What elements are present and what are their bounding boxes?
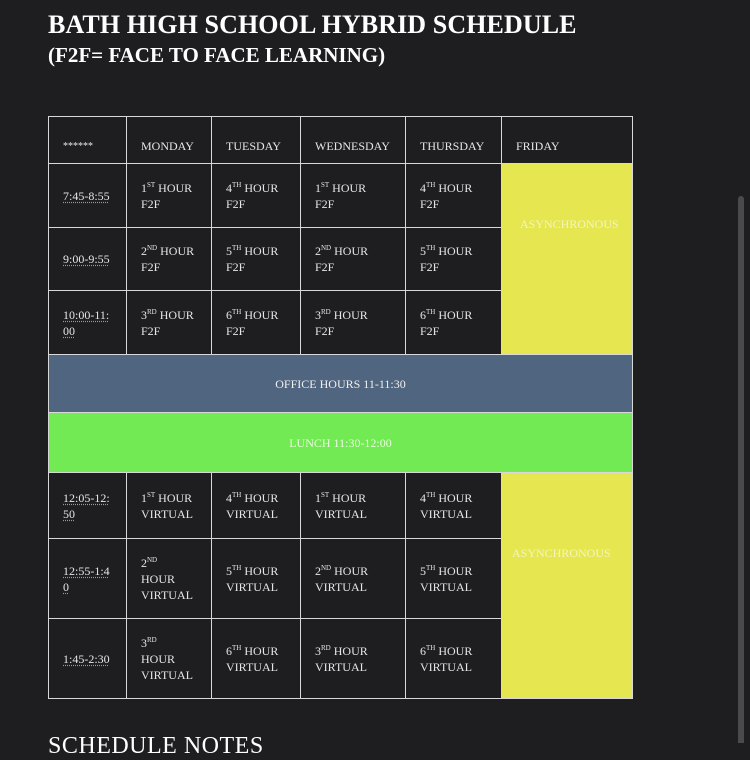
mode-label: F2F bbox=[226, 260, 246, 274]
time-cell bbox=[49, 619, 127, 699]
mode-label: F2F bbox=[420, 323, 440, 338]
class-cell bbox=[127, 228, 212, 291]
mode-label: F2F bbox=[141, 323, 161, 338]
mode-label: VIRTUAL bbox=[420, 659, 472, 674]
time-cell bbox=[49, 539, 127, 619]
header-cell-wednesday bbox=[301, 117, 406, 164]
hour-word: HOUR bbox=[331, 244, 369, 258]
page-title: BATH HIGH SCHOOL HYBRID SCHEDULE bbox=[48, 10, 577, 39]
office-hours-row bbox=[49, 355, 633, 413]
hour-suffix: ST bbox=[321, 490, 330, 499]
time-cell bbox=[49, 473, 127, 539]
class-cell bbox=[406, 228, 502, 291]
header-label: FRIDAY bbox=[516, 139, 560, 153]
hour-word: HOUR bbox=[241, 307, 279, 322]
class-cell bbox=[406, 473, 502, 539]
friday-async-morning-cell bbox=[502, 164, 633, 355]
lunch-cell bbox=[49, 413, 633, 473]
class-cell bbox=[301, 619, 406, 699]
header-cell-monday bbox=[127, 117, 212, 164]
hour-suffix: TH bbox=[426, 643, 436, 652]
hour-suffix: TH bbox=[232, 563, 242, 572]
async-label: ASYNCHRONOUS bbox=[520, 217, 619, 231]
hour-word: HOUR bbox=[156, 307, 194, 322]
hour-num: 5 bbox=[420, 563, 426, 578]
hour-suffix: ST bbox=[147, 180, 156, 189]
hour-suffix: ST bbox=[321, 180, 330, 189]
office-hours-cell bbox=[49, 355, 633, 413]
hour-suffix: TH bbox=[232, 490, 242, 499]
hour-word: HOUR bbox=[435, 180, 473, 195]
hour-suffix: TH bbox=[426, 244, 436, 252]
class-cell bbox=[301, 164, 406, 228]
class-cell bbox=[301, 473, 406, 539]
mode-label: F2F bbox=[226, 323, 246, 338]
hour-suffix: ND bbox=[147, 244, 158, 252]
class-cell bbox=[301, 228, 406, 291]
header-cell-friday bbox=[502, 117, 633, 164]
corner-label: ****** bbox=[63, 141, 93, 152]
hour-suffix: TH bbox=[426, 490, 436, 499]
class-cell bbox=[301, 291, 406, 355]
hour-num: 1 bbox=[141, 490, 147, 505]
hour-suffix: RD bbox=[147, 635, 157, 644]
hour-word: HOUR bbox=[329, 490, 367, 505]
hour-num: 3 bbox=[315, 643, 321, 658]
time-label: 9:00-9:55 bbox=[63, 252, 110, 266]
mode-label: VIRTUAL bbox=[141, 667, 193, 682]
hour-suffix: TH bbox=[426, 180, 436, 189]
mode-label: F2F bbox=[420, 260, 440, 274]
class-cell bbox=[127, 164, 212, 228]
hour-word: HOUR bbox=[330, 643, 368, 658]
time-label: 1:45-2:30 bbox=[63, 651, 110, 666]
page-subtitle: (F2F= FACE TO FACE LEARNING) bbox=[48, 43, 386, 67]
mode-label: F2F bbox=[315, 260, 335, 274]
mode-label: F2F bbox=[420, 196, 440, 211]
hour-num: 1 bbox=[315, 490, 321, 505]
header-label: WEDNESDAY bbox=[315, 139, 390, 153]
hour-suffix: ND bbox=[321, 244, 332, 252]
header-label: TUESDAY bbox=[226, 139, 281, 153]
time-cell bbox=[49, 228, 127, 291]
mode-label: F2F bbox=[315, 196, 335, 211]
hour-word: HOUR bbox=[241, 563, 279, 578]
class-cell bbox=[406, 291, 502, 355]
hour-word: HOUR bbox=[331, 563, 369, 578]
hour-word: HOUR bbox=[329, 180, 367, 195]
class-cell bbox=[406, 539, 502, 619]
time-label: 7:45-8:55 bbox=[63, 188, 110, 203]
vertical-scrollbar[interactable] bbox=[738, 196, 744, 743]
header-label: MONDAY bbox=[141, 139, 194, 153]
hour-word: HOUR bbox=[155, 180, 193, 195]
class-cell bbox=[406, 619, 502, 699]
time-cell bbox=[49, 291, 127, 355]
header-cell-tuesday bbox=[212, 117, 301, 164]
hour-num: 4 bbox=[226, 490, 232, 505]
mode-label: VIRTUAL bbox=[315, 506, 367, 521]
class-cell bbox=[212, 228, 301, 291]
hour-num: 3 bbox=[141, 635, 147, 650]
hour-word: HOUR bbox=[330, 307, 368, 322]
hour-num: 6 bbox=[420, 307, 426, 322]
header-cell-thursday bbox=[406, 117, 502, 164]
friday-async-afternoon-cell bbox=[502, 473, 633, 699]
hour-word: HOUR bbox=[241, 180, 279, 195]
office-hours-label: OFFICE HOURS 11-11:30 bbox=[275, 376, 406, 391]
hour-suffix: RD bbox=[321, 307, 331, 316]
mode-label: VIRTUAL bbox=[420, 579, 472, 594]
time-label: 10:00-11:00 bbox=[63, 307, 110, 338]
hour-suffix: ND bbox=[321, 563, 332, 572]
hour-word: HOUR bbox=[435, 643, 473, 658]
hour-num: 5 bbox=[226, 244, 232, 258]
hour-num: 6 bbox=[226, 307, 232, 322]
time-label: 12:55-1:40 bbox=[63, 563, 110, 594]
hour-word: HOUR bbox=[241, 643, 279, 658]
lunch-label: LUNCH 11:30-12:00 bbox=[289, 435, 392, 450]
hour-word: HOUR bbox=[141, 651, 176, 666]
mode-label: F2F bbox=[141, 260, 161, 274]
hour-num: 4 bbox=[420, 490, 426, 505]
hour-suffix: TH bbox=[232, 643, 242, 652]
mode-label: F2F bbox=[315, 323, 335, 338]
class-cell bbox=[212, 619, 301, 699]
hour-num: 2 bbox=[315, 244, 321, 258]
hour-suffix: TH bbox=[426, 563, 436, 572]
time-label: 12:05-12:50 bbox=[63, 490, 110, 521]
hour-suffix: TH bbox=[232, 180, 242, 189]
hour-suffix: TH bbox=[232, 307, 242, 316]
table-row bbox=[49, 473, 633, 539]
hour-suffix: TH bbox=[232, 244, 242, 252]
hour-suffix: ST bbox=[147, 490, 156, 499]
hour-word: HOUR bbox=[155, 490, 193, 505]
mode-label: VIRTUAL bbox=[315, 659, 367, 674]
hour-num: 2 bbox=[315, 563, 321, 578]
class-cell bbox=[212, 164, 301, 228]
async-label: ASYNCHRONOUS bbox=[512, 546, 611, 560]
hour-num: 5 bbox=[226, 563, 232, 578]
hour-num: 4 bbox=[420, 180, 426, 195]
hour-num: 5 bbox=[420, 244, 426, 258]
class-cell bbox=[127, 473, 212, 539]
hour-word: HOUR bbox=[241, 490, 279, 505]
hour-word: HOUR bbox=[157, 244, 195, 258]
header-row bbox=[49, 117, 633, 164]
schedule-notes-heading: SCHEDULE NOTES bbox=[48, 733, 264, 759]
mode-label: VIRTUAL bbox=[226, 506, 278, 521]
lunch-row bbox=[49, 413, 633, 473]
mode-label: VIRTUAL bbox=[141, 587, 193, 602]
mode-label: F2F bbox=[141, 196, 161, 211]
hour-suffix: TH bbox=[426, 307, 436, 316]
time-cell bbox=[49, 164, 127, 228]
hour-num: 1 bbox=[141, 180, 147, 195]
hour-num: 6 bbox=[226, 643, 232, 658]
mode-label: VIRTUAL bbox=[141, 506, 193, 521]
hour-word: HOUR bbox=[435, 490, 473, 505]
mode-label: F2F bbox=[226, 196, 246, 211]
hour-num: 3 bbox=[141, 307, 147, 322]
hour-num: 3 bbox=[315, 307, 321, 322]
hour-num: 2 bbox=[141, 244, 147, 258]
class-cell bbox=[127, 619, 212, 699]
hour-word: HOUR bbox=[241, 244, 279, 258]
hour-word: HOUR bbox=[141, 571, 176, 586]
schedule-table bbox=[48, 116, 633, 699]
hour-num: 1 bbox=[315, 180, 321, 195]
hour-word: HOUR bbox=[435, 244, 473, 258]
class-cell bbox=[127, 539, 212, 619]
hour-suffix: RD bbox=[321, 643, 331, 652]
header-label: THURSDAY bbox=[420, 139, 485, 153]
hour-suffix: ND bbox=[147, 555, 158, 564]
class-cell bbox=[212, 539, 301, 619]
class-cell bbox=[212, 473, 301, 539]
header-cell-corner bbox=[49, 117, 127, 164]
hour-word: HOUR bbox=[435, 307, 473, 322]
hour-suffix: RD bbox=[147, 307, 157, 316]
mode-label: VIRTUAL bbox=[226, 659, 278, 674]
class-cell bbox=[301, 539, 406, 619]
hour-word: HOUR bbox=[435, 563, 473, 578]
mode-label: VIRTUAL bbox=[420, 506, 472, 521]
hour-num: 4 bbox=[226, 180, 232, 195]
hour-num: 2 bbox=[141, 555, 147, 570]
class-cell bbox=[406, 164, 502, 228]
table-row bbox=[49, 164, 633, 228]
class-cell bbox=[127, 291, 212, 355]
mode-label: VIRTUAL bbox=[226, 579, 278, 594]
class-cell bbox=[212, 291, 301, 355]
hour-num: 6 bbox=[420, 643, 426, 658]
mode-label: VIRTUAL bbox=[315, 579, 367, 594]
